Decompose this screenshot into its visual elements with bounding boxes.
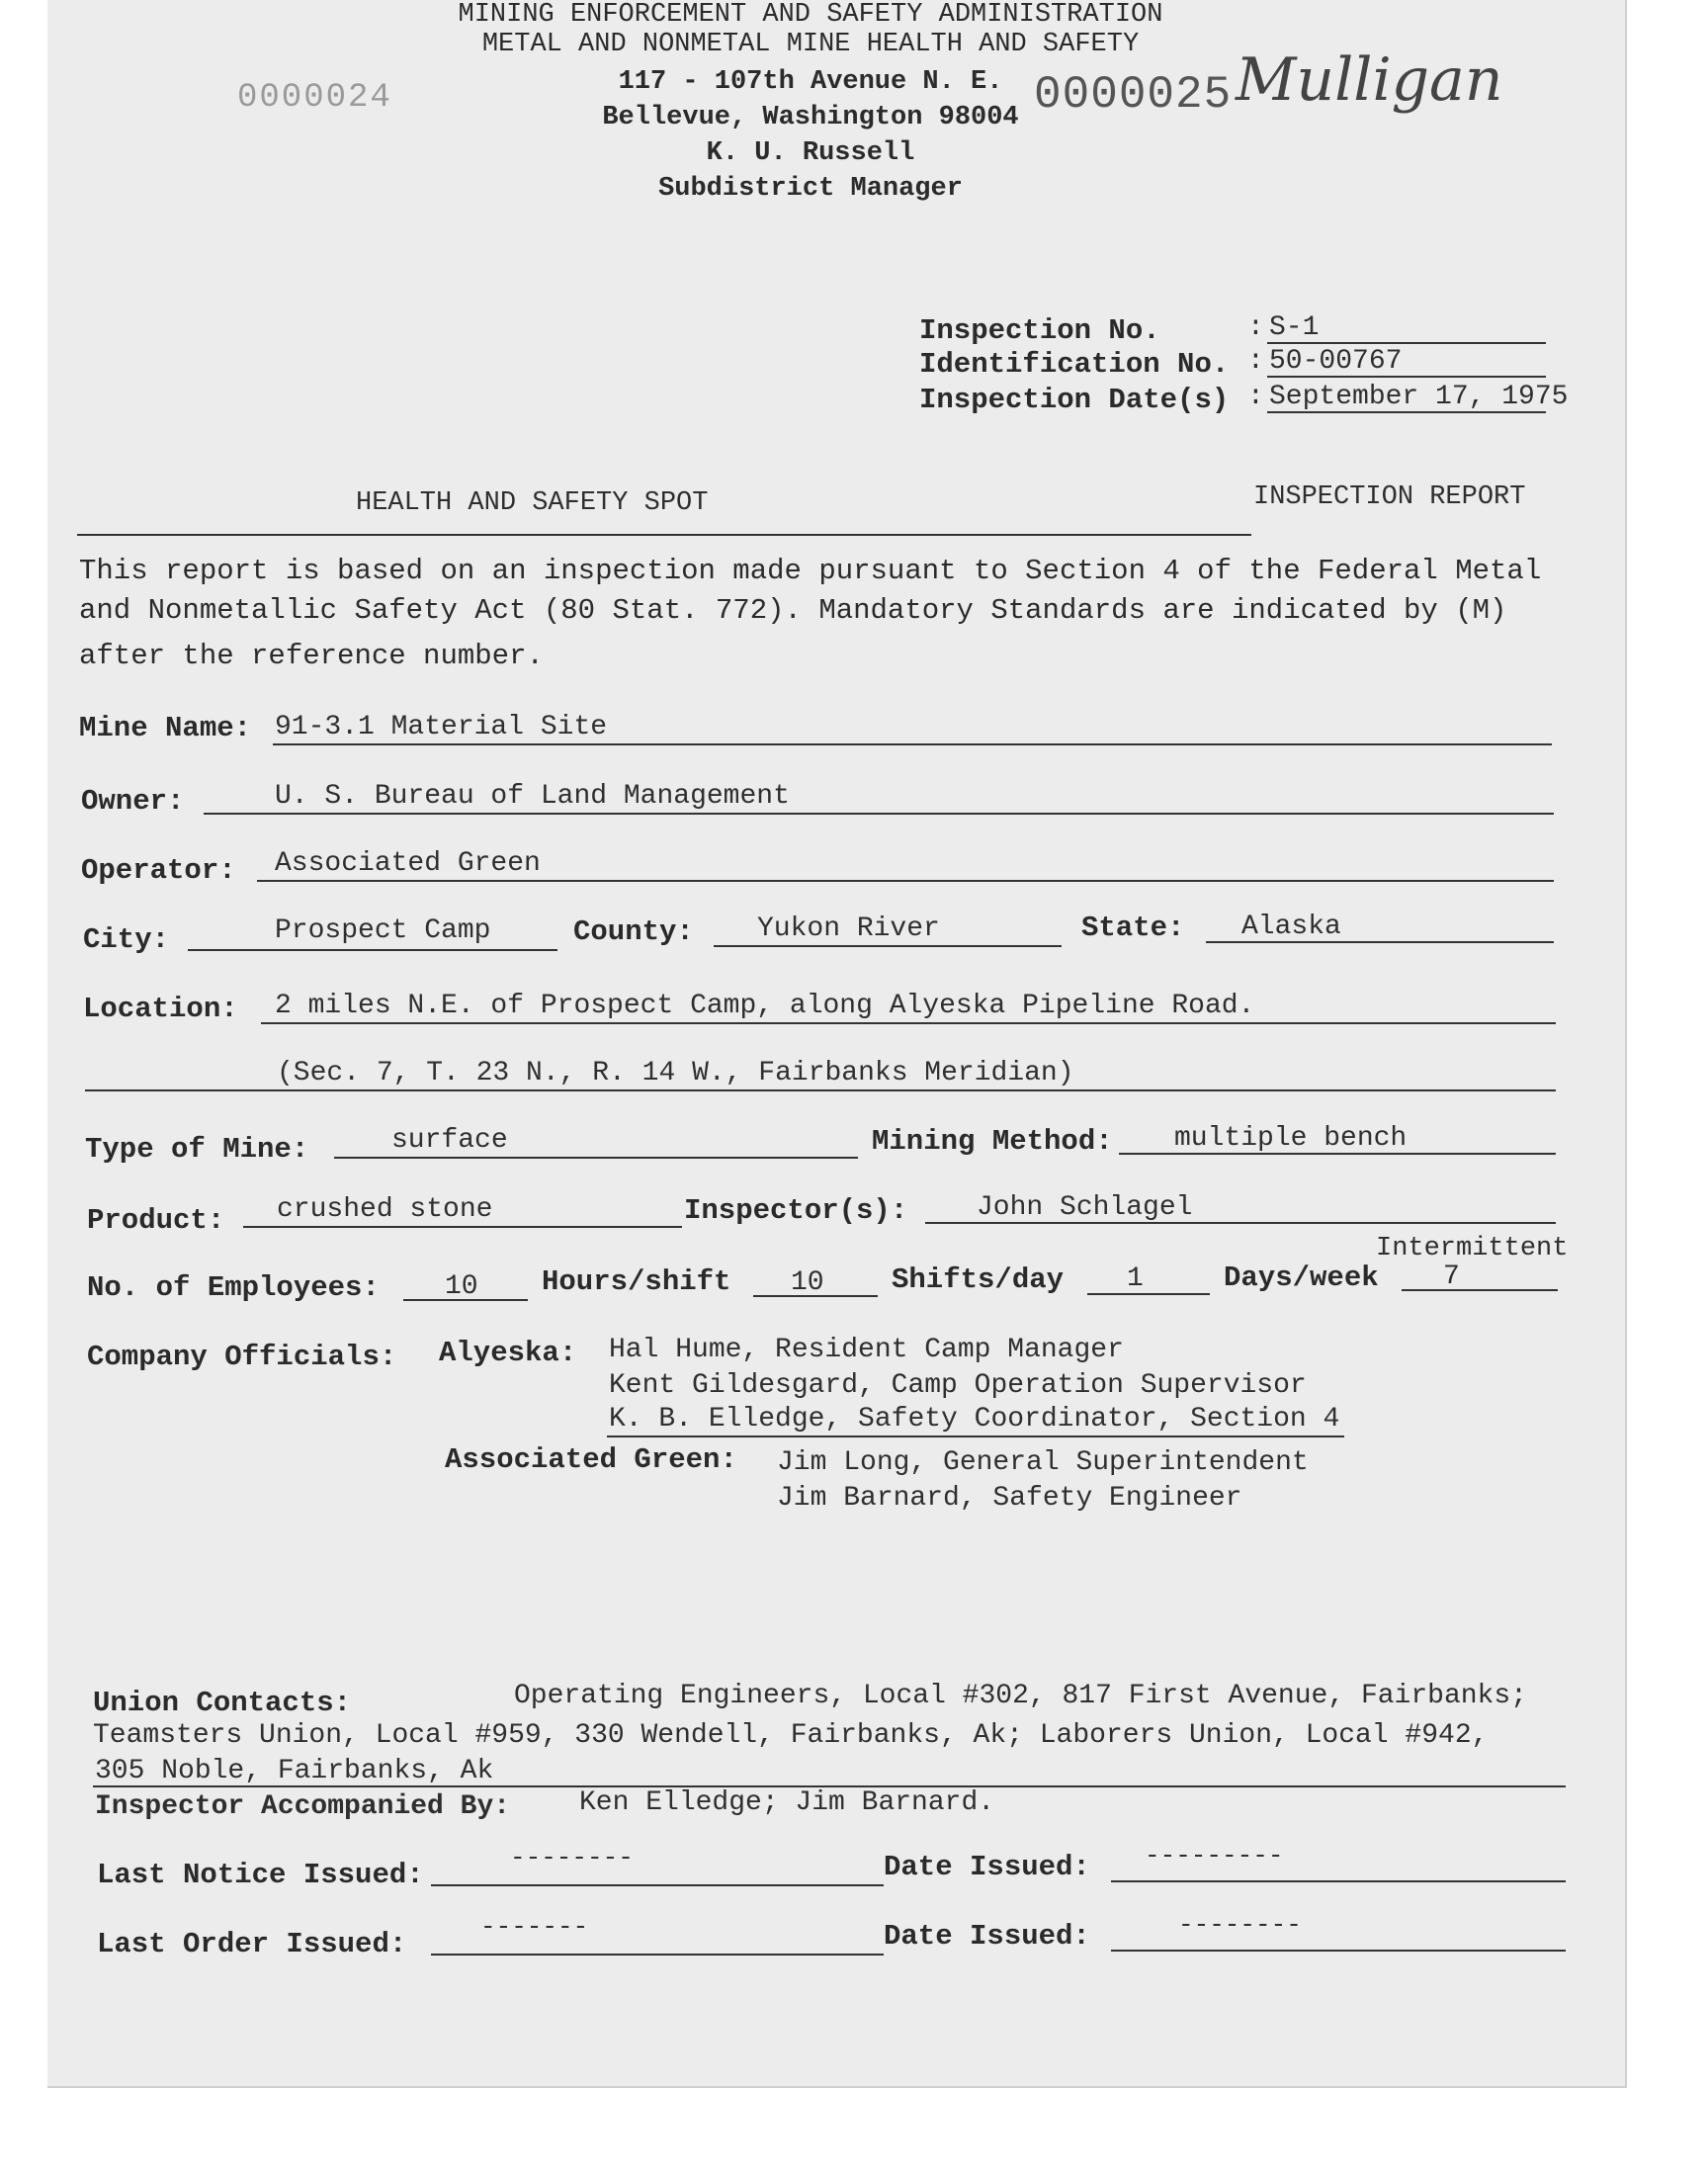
official-entry: Hal Hume, Resident Camp Manager (609, 1335, 1124, 1365)
identification-no-line (1267, 376, 1546, 378)
intro-line-1: This report is based on an inspection made pursuant to Section 4 of the Federal Metal (79, 555, 1542, 587)
last-notice-label: Last Notice Issued: (97, 1859, 424, 1891)
street-address: 117 - 107th Avenue N. E. (618, 67, 1003, 97)
inspection-no-line (1267, 342, 1546, 344)
report-title-left: HEALTH AND SAFETY SPOT (356, 488, 709, 518)
days-week-label: Days/week (1224, 1262, 1379, 1294)
inspection-date-label: Inspection Date(s) (919, 384, 1230, 416)
hours-shift-value: 10 (791, 1267, 824, 1298)
shifts-day-value: 1 (1127, 1263, 1144, 1294)
identification-no-colon: : (1247, 346, 1264, 377)
accompanied-label: Inspector Accompanied By: (95, 1791, 511, 1822)
employees-label: No. of Employees: (87, 1271, 380, 1304)
last-order-value: ------- (480, 1912, 589, 1942)
operator-line (257, 880, 1554, 882)
owner-label: Owner: (81, 785, 185, 818)
type-of-mine-line (334, 1157, 858, 1159)
division-name: METAL AND NONMETAL MINE HEALTH AND SAFETY (481, 30, 1140, 59)
last-notice-value: -------- (510, 1843, 634, 1872)
alyeska-label: Alyeska: (439, 1337, 577, 1369)
manager-title: Subdistrict Manager (658, 174, 963, 204)
employees-value: 10 (445, 1271, 478, 1302)
notice-date-value: --------- (1145, 1841, 1284, 1870)
state-label: State: (1081, 912, 1185, 944)
employees-line (403, 1299, 528, 1301)
mine-name-line (273, 743, 1552, 745)
shifts-day-label: Shifts/day (892, 1263, 1065, 1296)
official-entry: K. B. Elledge, Safety Coordinator, Section 4 (609, 1404, 1340, 1435)
last-notice-line (431, 1884, 884, 1886)
intro-line-2: and Nonmetallic Safety Act (80 Stat. 772). Mandatory Standards are indicated by (M) (79, 594, 1507, 627)
inspection-no-label: Inspection No. (919, 314, 1160, 347)
notice-date-label: Date Issued: (884, 1851, 1090, 1883)
union-contacts-label: Union Contacts: (93, 1687, 352, 1719)
bates-stamp: 0000025 (1034, 69, 1233, 121)
days-week-line (1402, 1289, 1558, 1291)
order-date-label: Date Issued: (884, 1920, 1090, 1953)
mining-method-label: Mining Method: (872, 1125, 1113, 1158)
inspection-date-colon: : (1247, 382, 1264, 412)
associated-green-label: Associated Green: (445, 1443, 737, 1476)
location-line (261, 1022, 1556, 1024)
city-line (188, 949, 557, 951)
inspection-date-value: September 17, 1975 (1269, 382, 1569, 412)
county-label: County: (573, 915, 694, 948)
inspection-no-value: S-1 (1269, 312, 1320, 343)
city-label: City: (83, 923, 170, 956)
inspectors-value: John Schlagel (977, 1192, 1193, 1223)
notice-date-line (1111, 1880, 1566, 1882)
type-of-mine-value: surface (391, 1125, 508, 1156)
location-value: 2 miles N.E. of Prospect Camp, along Alyeska Pipeline Road. (275, 991, 1255, 1021)
mining-method-line (1119, 1153, 1556, 1155)
type-of-mine-label: Type of Mine: (85, 1133, 309, 1166)
county-line (714, 945, 1062, 947)
shifts-day-line (1087, 1293, 1210, 1295)
union-line-2: Teamsters Union, Local #959, 330 Wendell, Fairbanks, Ak; Laborers Union, Local #942, (93, 1720, 1489, 1751)
operator-value: Associated Green (275, 848, 541, 879)
report-title-line (77, 534, 1251, 536)
product-line (243, 1226, 682, 1228)
state-value: Alaska (1241, 912, 1341, 942)
product-label: Product: (87, 1204, 225, 1237)
accompanied-value: Ken Elledge; Jim Barnard. (579, 1787, 995, 1818)
order-date-value: -------- (1178, 1910, 1302, 1940)
inspectors-line (925, 1222, 1556, 1224)
union-line-3: 305 Noble, Fairbanks, Ak (95, 1756, 494, 1786)
last-order-label: Last Order Issued: (97, 1928, 407, 1960)
faint-bates-number: 0000024 (237, 79, 392, 117)
official-entry: Jim Barnard, Safety Engineer (777, 1483, 1242, 1514)
last-order-line (431, 1954, 884, 1956)
officials-underline (607, 1436, 1344, 1437)
inspectors-label: Inspector(s): (684, 1194, 908, 1227)
product-value: crushed stone (277, 1194, 493, 1225)
operator-label: Operator: (81, 854, 236, 887)
days-week-note: Intermittent (1376, 1234, 1569, 1263)
state-line (1206, 941, 1554, 943)
order-date-line (1111, 1950, 1566, 1952)
official-entry: Jim Long, General Superintendent (777, 1447, 1309, 1478)
handwritten-signature: Mulligan (1236, 45, 1503, 115)
company-officials-label: Company Officials: (87, 1341, 397, 1373)
owner-line (204, 813, 1554, 815)
location-label: Location: (83, 993, 238, 1025)
inspection-no-colon: : (1247, 312, 1264, 343)
manager-name: K. U. Russell (706, 138, 915, 168)
city-address: Bellevue, Washington 98004 (602, 103, 1019, 132)
inspection-date-line (1267, 411, 1546, 413)
location-legal-description: (Sec. 7, T. 23 N., R. 14 W., Fairbanks Meridian) (277, 1058, 1074, 1088)
location-line-2 (85, 1089, 1556, 1091)
union-line-1: Operating Engineers, Local #302, 817 First Avenue, Fairbanks; (514, 1681, 1527, 1711)
identification-no-label: Identification No. (919, 348, 1230, 381)
identification-no-value: 50-00767 (1269, 346, 1403, 377)
agency-name: MINING ENFORCEMENT AND SAFETY ADMINISTRATION (458, 0, 1163, 30)
report-title-right: INSPECTION REPORT (1253, 482, 1526, 512)
mine-name-value: 91-3.1 Material Site (275, 712, 608, 742)
hours-shift-label: Hours/shift (542, 1265, 731, 1298)
intro-line-3: after the reference number. (79, 640, 544, 672)
mine-name-label: Mine Name: (79, 712, 252, 744)
days-week-value: 7 (1443, 1262, 1460, 1292)
city-value: Prospect Camp (275, 915, 491, 946)
official-entry: Kent Gildesgard, Camp Operation Supervisor (609, 1370, 1307, 1401)
county-value: Yukon River (757, 914, 940, 944)
owner-value: U. S. Bureau of Land Management (275, 781, 790, 812)
hours-shift-line (753, 1295, 878, 1297)
mining-method-value: multiple bench (1174, 1123, 1408, 1154)
